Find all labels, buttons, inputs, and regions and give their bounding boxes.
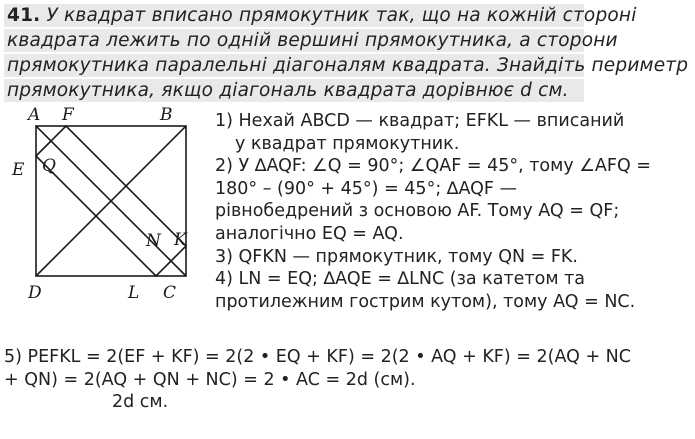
solution-line: + QN) = 2(AQ + QN + NC) = 2 • AC = 2d (см). [4,369,416,390]
solution-perimeter [4,346,631,414]
solution-line: 3) QFKN — прямокутник, тому QN = FK. [215,246,578,267]
problem-number: 41. [7,5,41,26]
label-b: B [160,105,173,125]
solution-line: протилежним гострим кутом), тому AQ = NC. [215,291,636,312]
label-k: K [174,230,187,250]
problem-line [4,4,637,27]
problem-line: квадрата лежить по одній вершині прямокутника, а сторони [4,29,584,52]
label-l: L [128,283,140,303]
solution-line: у квадрат прямокутник. [235,133,460,154]
answer: 2d см. [112,392,169,413]
label-a: A [28,105,41,125]
solution-line: 4) LN = EQ; ∆AQE = ∆LNC (за катетом та [215,269,586,290]
solution-line: 5) PEFKL = 2(EF + KF) = 2(2 • EQ + KF) = 2(2 • AQ + KF) = 2(AQ + NC [4,347,631,367]
solution-steps [215,110,651,313]
geometry-figure [6,104,206,304]
label-e: E [12,160,25,180]
solution-line: рівнобедрений з основою AF. Тому AQ = QF; [215,201,620,222]
solution-line: 2) У ∆AQF: ∠Q = 90°; ∠QAF = 45°, тому ∠AFQ = [215,156,651,177]
solution-line: 180° – (90° + 45°) = 45°; ∆AQF — [215,178,518,199]
solution-line: 1) Нехай ABCD — квадрат; EFKL — вписаний [215,111,625,131]
problem-statement [4,4,689,104]
problem-text: У квадрат вписано прямокутник так, що на кожній стороні [46,5,637,26]
problem-line: прямокутника, якщо діагональ квадрата дорівнює d см. [4,79,584,102]
label-q: Q [42,156,56,176]
label-d: D [28,283,42,303]
solution-line: аналогічно EQ = AQ. [215,223,404,244]
label-n: N [146,231,161,251]
label-c: C [163,283,177,303]
label-f: F [62,105,74,125]
problem-line: прямокутника паралельні діагоналям квадрата. Знайдіть периметр [4,54,584,77]
